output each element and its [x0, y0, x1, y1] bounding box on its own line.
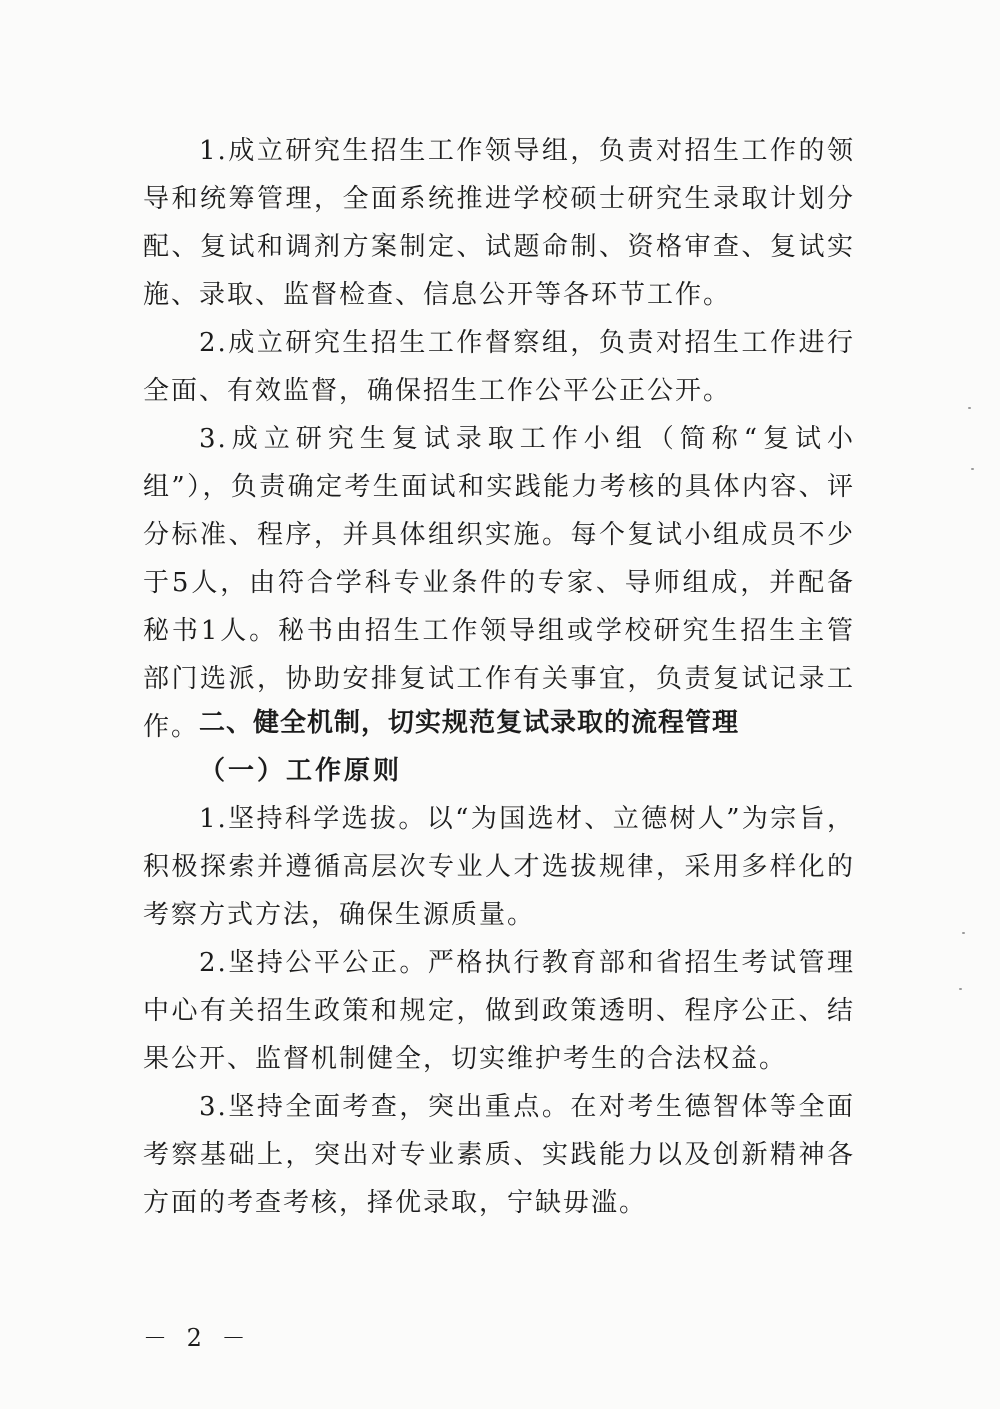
- scan-speck: [968, 407, 971, 409]
- section-heading: 二、健全机制，切实规范复试录取的流程管理: [199, 708, 740, 738]
- paragraph-leading-group: 1.成立研究生招生工作领导组，负责对招生工作的领导和统筹管理，全面系统推进学校硕士研究生录取计划分配、复试和调剂方案制定、试题命制、资格审查、复试实施、录取、监督检查、信息公开等各环节工作。: [143, 136, 855, 310]
- paragraph-retest-group: 3.成立研究生复试录取工作小组（简称“复试小组”），负责确定考生面试和实践能力考核的具体内容、评分标准、程序，并具体组织实施。每个复试小组成员不少于5人，由符合学科专业条件的专家、导师组成，并配备秘书1人。秘书由招生工作领导组或学校研究生招生主管部门选派，协助安排复试工作有关事宜，负责复试记录工作。: [143, 424, 855, 742]
- principle-fairness: 2.坚持公平公正。严格执行教育部和省招生考试管理中心有关招生政策和规定，做到政策透明、程序公正、结果公开、监督机制健全，切实维护考生的合法权益。: [143, 948, 855, 1074]
- principle-scientific-selection: 1.坚持科学选拔。以“为国选材、立德树人”为宗旨，积极探索并遵循高层次专业人才选拔规律，采用多样化的考察方式方法，确保生源质量。: [143, 804, 855, 930]
- page-number: － 2 －: [143, 1324, 252, 1352]
- scan-speck: [971, 468, 974, 470]
- subsection-heading: （一）工作原则: [199, 756, 403, 786]
- scan-speck: [959, 988, 962, 990]
- principle-comprehensive-review: 3.坚持全面考查，突出重点。在对考生德智体等全面考察基础上，突出对专业素质、实践能力以及创新精神各方面的考查考核，择优录取，宁缺毋滥。: [143, 1092, 855, 1218]
- paragraph-supervision-group: 2.成立研究生招生工作督察组，负责对招生工作进行全面、有效监督，确保招生工作公平公正公开。: [143, 328, 855, 406]
- scan-speck: [962, 932, 965, 934]
